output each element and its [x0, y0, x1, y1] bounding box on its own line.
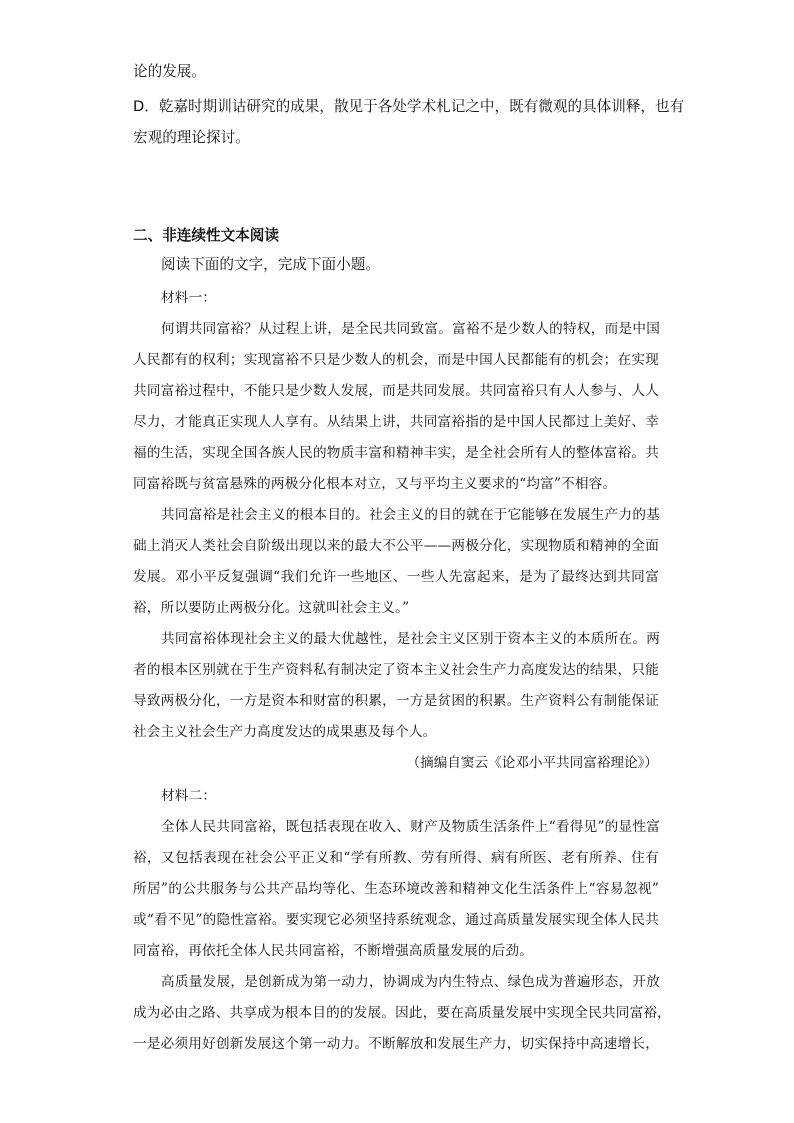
paragraph-line: 福的生活，实现全国各族人民的物质丰富和精神丰实，是全社会所有人的整体富裕。共 — [133, 445, 659, 461]
paragraph-line: 导致两极分化，一方是资本和财富的积累，一方是贫困的积累。生产资料公有制能保证 — [133, 693, 659, 709]
paragraph-line: 或“看不见”的隐性富裕。要实现它必须坚持系统观念，通过高质量发展实现全体人民共 — [133, 912, 659, 928]
paragraph-line: 全体人民共同富裕，既包括表现在收入、财产及物质生活条件上“看得见”的显性富 — [161, 819, 660, 835]
paragraph-line: 何谓共同富裕？从过程上讲，是全民共同致富。富裕不是少数人的特权，而是中国 — [161, 321, 660, 337]
paragraph-line: 发展。邓小平反复强调“我们允许一些地区、一些人先富起来，是为了最终达到共同富 — [133, 569, 659, 585]
option-d-line: D．乾嘉时期训诂研究的成果，散见于各处学术札记之中，既有微观的具体训释，也有 — [133, 98, 685, 115]
paragraph-line: 共同富裕是社会主义的根本目的。社会主义的目的就在于它能够在发展生产力的基 — [161, 507, 660, 523]
material-label: 材料一： — [161, 290, 217, 306]
source-citation: （摘编自窦云《论邓小平共同富裕理论》） — [406, 755, 658, 771]
paragraph-line: 裕，所以要防止两极分化。这就叫社会主义。” — [133, 600, 410, 616]
paragraph-line: 高质量发展，是创新成为第一动力，协调成为内生特点、绿色成为普遍形态，开放 — [161, 974, 660, 990]
paragraph-line: 一是必须用好创新发展这个第一动力。不断解放和发展生产力，切实保持中高速增长， — [133, 1036, 659, 1052]
paragraph-line: 共同富裕体现社会主义的最大优越性，是社会主义区别于资本主义的本质所在。两 — [161, 631, 660, 647]
paragraph-line: 成为必由之路、共享成为根本目的的发展。因此，要在高质量发展中实现全民共同富裕， — [133, 1005, 671, 1021]
paragraph-line: 裕，又包括表现在社会公平正义和“学有所教、劳有所得、病有所医、老有所养、住有 — [133, 850, 659, 866]
paragraph-line: 础上消灭人类社会自阶级出现以来的最大不公平——两极分化，实现物质和精神的全面 — [133, 538, 659, 554]
instruction-text: 阅读下面的文字，完成下面小题。 — [161, 256, 380, 273]
paragraph-line: 共同富裕过程中，不能只是少数人发展，而是共同发展。共同富裕只有人人参与、人人 — [133, 383, 659, 399]
paragraph-line: 同富裕，再依托全体人民共同富裕，不断增强高质量发展的后劲。 — [133, 943, 534, 959]
paragraph-line: 尽力，才能真正实现人人享有。从结果上讲，共同富裕指的是中国人民都过上美好、幸 — [133, 414, 659, 430]
section-heading: 二、非连续性文本阅读 — [133, 227, 279, 244]
option-d-line: 宏观的理论探讨。 — [133, 129, 250, 146]
paragraph-line: 社会主义社会生产力高度发达的成果惠及每个人。 — [133, 724, 437, 740]
paragraph-line: 所居”的公共服务与公共产品均等化、生态环境改善和精神文化生活条件上“容易忽视” — [133, 881, 659, 897]
paragraph-line: 者的根本区别就在于生产资料私有制决定了资本主义社会生产力高度发达的结果，只能 — [133, 662, 659, 678]
paragraph-line: 人民都有的权利；实现富裕不只是少数人的机会，而是中国人民都能有的机会；在实现 — [133, 352, 659, 368]
text-line: 论的发展。 — [133, 63, 206, 80]
material-label: 材料二： — [161, 788, 217, 804]
paragraph-line: 同富裕既与贫富悬殊的两极分化根本对立，又与平均主义要求的“均富”不相容。 — [133, 476, 617, 492]
